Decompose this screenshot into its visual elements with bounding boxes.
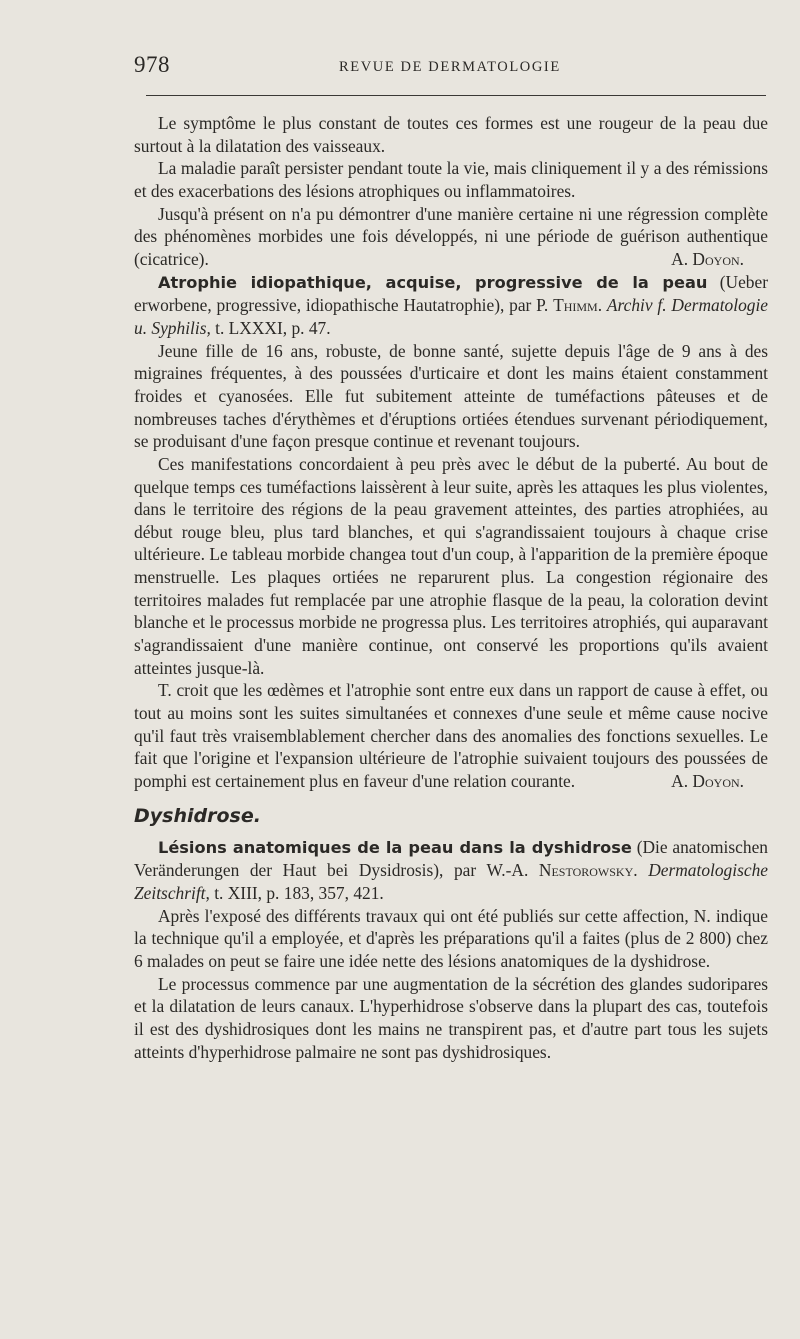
reference-text: (Die anatomischen Veränderungen der Haut bei Dysidrosis), par W.-A.: [134, 836, 768, 881]
article-reference: [134, 271, 768, 340]
page-header: [134, 52, 766, 86]
article-author: Thimm.: [553, 295, 603, 316]
article-title: Lésions anatomiques de la peau dans la dyshidrose: [158, 837, 632, 857]
reference-text: [638, 860, 649, 880]
article-title: Atrophie idiopathique, acquise, progressive de la peau: [158, 272, 708, 292]
reference-text: t. LXXXI, p. 47.: [210, 317, 331, 338]
paragraph: [134, 973, 768, 1064]
section-heading-text: Dyshidrose.: [134, 804, 261, 827]
journal-name: Archiv f. Dermatologie u. Syphilis,: [134, 295, 769, 338]
paragraph: [134, 157, 768, 202]
paragraph: [134, 112, 768, 157]
paragraph-text: Le symptôme le plus constant de toutes ces formes est une rougeur de la peau due surtout à la dilatation des vaisseaux.: [134, 113, 768, 156]
paragraph: [134, 905, 768, 973]
paragraph-text: Après l'exposé des différents travaux qui ont été publiés sur cette affection, N. indique la technique qu'il a employée, et d'après les préparations qu'il a faites (plus de 2 800) chez 6 malades on peut se faire une idée nette des lésions anatomiques de la dyshidrose.: [134, 905, 768, 971]
reference-text: (Ueber erworbene, progressive, idiopathische Hautatrophie), par P.: [134, 271, 769, 316]
author-signature: A. Doyon.: [671, 248, 744, 269]
page-number: 978: [134, 52, 170, 77]
article-author: Nestorowsky.: [538, 860, 638, 881]
header-rule: [146, 95, 766, 96]
paragraph: [134, 340, 768, 453]
paragraph: [134, 679, 768, 792]
reference-text: t. XIII, p. 183, 357, 421.: [209, 883, 384, 903]
journal-name: Dermatologische Zeitschrift,: [134, 860, 768, 903]
paragraph: [134, 453, 768, 680]
paragraph-text: Ces manifestations concordaient à peu près avec le début de la puberté. Au bout de quelque temps ces tuméfactions laissèrent à leur suite, après les attaques les plus violentes, dans le territoire des régions de la peau gravement atteintes, des parties atrophiées, au début rouge bleu, plus tard blanches, et qui s'agrandissaient toujours à chaque crise ultérieure. Le tableau morbide changea tout d'un coup, à l'apparition de la première époque menstruelle. Les plaques ortiées ne reparurent plus. La congestion régionaire des territoires malades fut remplacée par une atrophie flasque de la peau, la coloration devint blanche et le processus morbide ne progressa plus. Les territoires atrophiés, qui auparavant s'agrandissaient d'une manière continue, ont conservé les proportions qu'ils avaient atteintes jusque-là.: [134, 453, 768, 678]
paragraph-text: T. croit que les œdèmes et l'atrophie sont entre eux dans un rapport de cause à effet, ou tout au moins sont les suites simultanées et connexes d'une seule et même cause nocive qu'il faut très vraisemblablement chercher dans des anomalies des fonctions sexuelles. Le fait que l'origine et l'expansion ultérieure de l'atrophie suivaient toujours des poussées de pomphi est certainement plus en faveur d'une relation courante.: [134, 680, 768, 792]
body-text: [134, 112, 768, 1063]
author-signature: A. Doyon.: [671, 771, 744, 792]
article-reference: [134, 836, 768, 905]
paragraph-text: Jeune fille de 16 ans, robuste, de bonne santé, sujette depuis l'âge de 9 ans à des migraines fréquentes, à des poussées d'urticaire et dont les mains étaient constamment froides et cyanosées. Elle fut subitement atteinte de tuméfactions pâteuses et de nombreuses taches d'érythèmes et d'éruptions ortiées étendues survenant périodiquement, se produisant d'une façon presque continue et revenant toujours.: [134, 340, 768, 452]
paragraph-text: Le processus commence par une augmentation de la sécrétion des glandes sudoripares et la dilatation de leurs canaux. L'hyperhidrose s'observe dans la plupart des cas, toutefois il est des dyshidrosiques dont les mains ne transpirent pas, et d'autre part tous les sujets atteints d'hyperhidrose palmaire ne sont pas dyshidrosiques.: [134, 973, 768, 1062]
paragraph-text: Jusqu'à présent on n'a pu démontrer d'une manière certaine ni une régression complète des phénomènes morbides une fois développés, ni une période de guérison authentique (cicatrice).: [134, 203, 768, 269]
section-heading: [134, 804, 768, 828]
paragraph: [134, 203, 768, 271]
running-title: REVUE DE DERMATOLOGIE: [339, 59, 561, 75]
paragraph-text: La maladie paraît persister pendant toute la vie, mais cliniquement il y a des rémissions et des exacerbations des lésions atrophiques ou inflammatoires.: [134, 158, 768, 201]
